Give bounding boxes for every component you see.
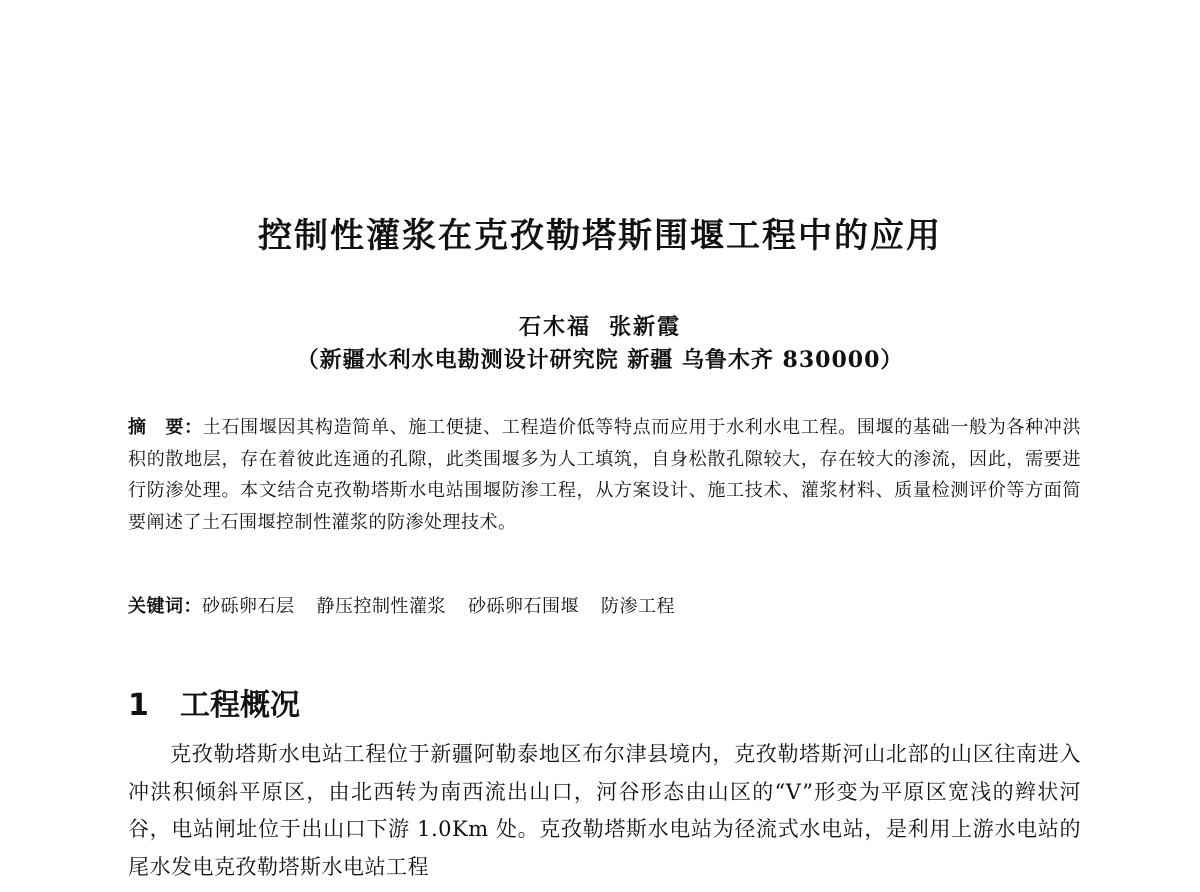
- keyword: 砂砾卵石围堰: [468, 596, 579, 617]
- abstract-text: 土石围堰因其构造简单、施工便捷、工程造价低等特点而应用于水利水电工程。围堰的基础一般为各种冲洪积的散地层，存在着彼此连通的孔隙，此类围堰多为人工填筑，自身松散孔隙较大，存在较大的渗流，因此，需要进行防渗处理。本文结合克孜勒塔斯水电站围堰防渗工程，从方案设计、施工技术、灌浆材料、质量检测评价等方面简要阐述了土石围堰控制性灌浆的防渗处理技术。: [128, 417, 1082, 533]
- author-name: 张新霞: [609, 314, 682, 340]
- abstract-label: 摘 要：: [128, 417, 203, 438]
- author-name: 石木福: [518, 314, 591, 340]
- author-list: [0, 310, 1200, 341]
- abstract: [128, 412, 1081, 538]
- keyword: 防渗工程: [601, 596, 675, 617]
- section-heading: [128, 680, 300, 724]
- keywords-label: 关键词：: [128, 596, 202, 617]
- paper-title: 控制性灌浆在克孜勒塔斯围堰工程中的应用: [258, 216, 942, 256]
- section-title: 工程概况: [180, 688, 300, 723]
- keyword: 静压控制性灌浆: [316, 596, 446, 617]
- keyword: 砂砾卵石层: [202, 596, 295, 617]
- author-affiliation: （新疆水利水电勘测设计研究院 新疆 乌鲁木齐 830000）: [296, 347, 904, 373]
- body-paragraph: 克孜勒塔斯水电站工程位于新疆阿勒泰地区布尔津县境内，克孜勒塔斯河山北部的山区往南进入冲洪积倾斜平原区，由北西转为南西流出山口，河谷形态由山区的“V”形变为平原区宽浅的辫状河谷，电站闸址位于出山口下游 1.0Km 处。克孜勒塔斯水电站为径流式水电站，是利用上游水电站的尾水发电克孜勒塔斯水电站工程: [128, 742, 1081, 879]
- section-number: 1: [128, 688, 149, 723]
- keywords: [128, 592, 1081, 618]
